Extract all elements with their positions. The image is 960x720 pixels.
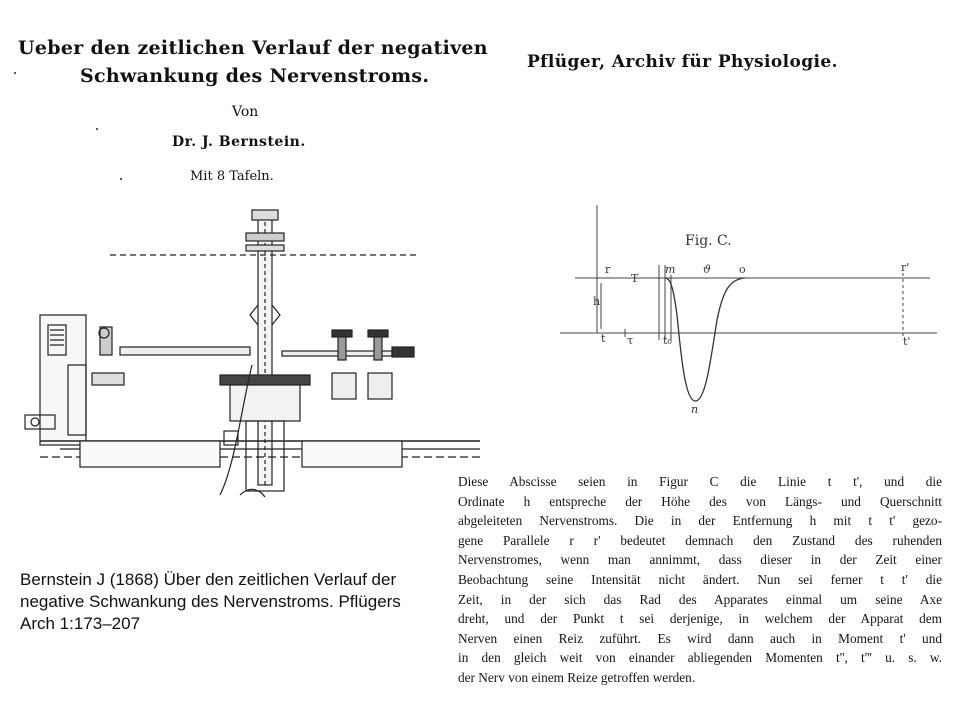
excerpt-line: der Nerv von einem Reize getroffen werden. — [458, 669, 696, 685]
excerpt-line: Ordinate h entspreche der Höhe des von Längs- und Querschnitt — [458, 493, 942, 509]
figure-c-diagram — [545, 205, 945, 435]
paper-plates: Mit 8 Tafeln. — [190, 169, 274, 184]
fig-letter-t: t — [601, 332, 606, 345]
figure-c-label: Fig. C. — [685, 233, 732, 249]
fig-letter-t-prime: t' — [903, 335, 911, 348]
paper-title-line-1: Ueber den zeitlichen Verlauf der negativen — [18, 37, 488, 59]
excerpt-line: gene Parallele r r' bedeutet demnach den Zustand des ruhenden — [458, 532, 942, 548]
fig-letter-tau: τ — [627, 334, 634, 347]
excerpt-line: Nerven einen Reiz zuführt. Es wird dann auch in Moment t' und — [458, 630, 942, 646]
excerpt-line: Diese Abscisse seien in Figur C die Linie t t', und die — [458, 474, 942, 489]
paper-author: Dr. J. Bernstein. — [172, 134, 306, 150]
fig-letter-T: T — [631, 272, 639, 285]
excerpt-line: Nervenstromes, wenn man annimmt, dass dieser in der Zeit einer — [458, 552, 942, 568]
paper-title-line-2: Schwankung des Nervenstroms. — [80, 65, 430, 87]
rheotome-apparatus-illustration — [20, 205, 490, 505]
fig-letter-n: n — [691, 403, 699, 416]
fig-letter-h: h — [593, 295, 601, 308]
fig-letter-o: o — [739, 263, 746, 276]
fig-letter-r: r — [605, 263, 611, 276]
excerpt-line: dreht, und der Punkt t sei derjenige, in welchem der Apparat dem — [458, 611, 942, 627]
excerpt-line: in den gleich weit von einander abliegenden Momenten t'', t''' u. s. w. — [458, 650, 942, 666]
paper-excerpt — [458, 472, 942, 688]
paper-by: Von — [232, 104, 259, 120]
journal-title: Pflüger, Archiv für Physiologie. — [527, 52, 838, 72]
excerpt-line: abgeleiteten Nervenstroms. Die in der Entfernung h mit t t' gezo- — [458, 513, 942, 529]
fig-letter-theta: ϑ — [703, 263, 711, 276]
fig-letter-r-prime: r' — [901, 261, 910, 274]
citation-text: Bernstein J (1868) Über den zeitlichen Verlauf der negative Schwankung des Nervenstroms. Pflügers Arch 1:173–207 — [20, 570, 401, 633]
fig-letter-t0: t₀ — [663, 334, 672, 347]
excerpt-line: Zeit, in der sich das Rad des Apparates einmal um seine Axe — [458, 591, 942, 607]
excerpt-line: Beobachtung seine Intensität nicht ändert. Nun sei ferner t t' die — [458, 571, 942, 587]
fig-letter-m: m — [665, 263, 676, 276]
paper-title — [18, 34, 488, 90]
